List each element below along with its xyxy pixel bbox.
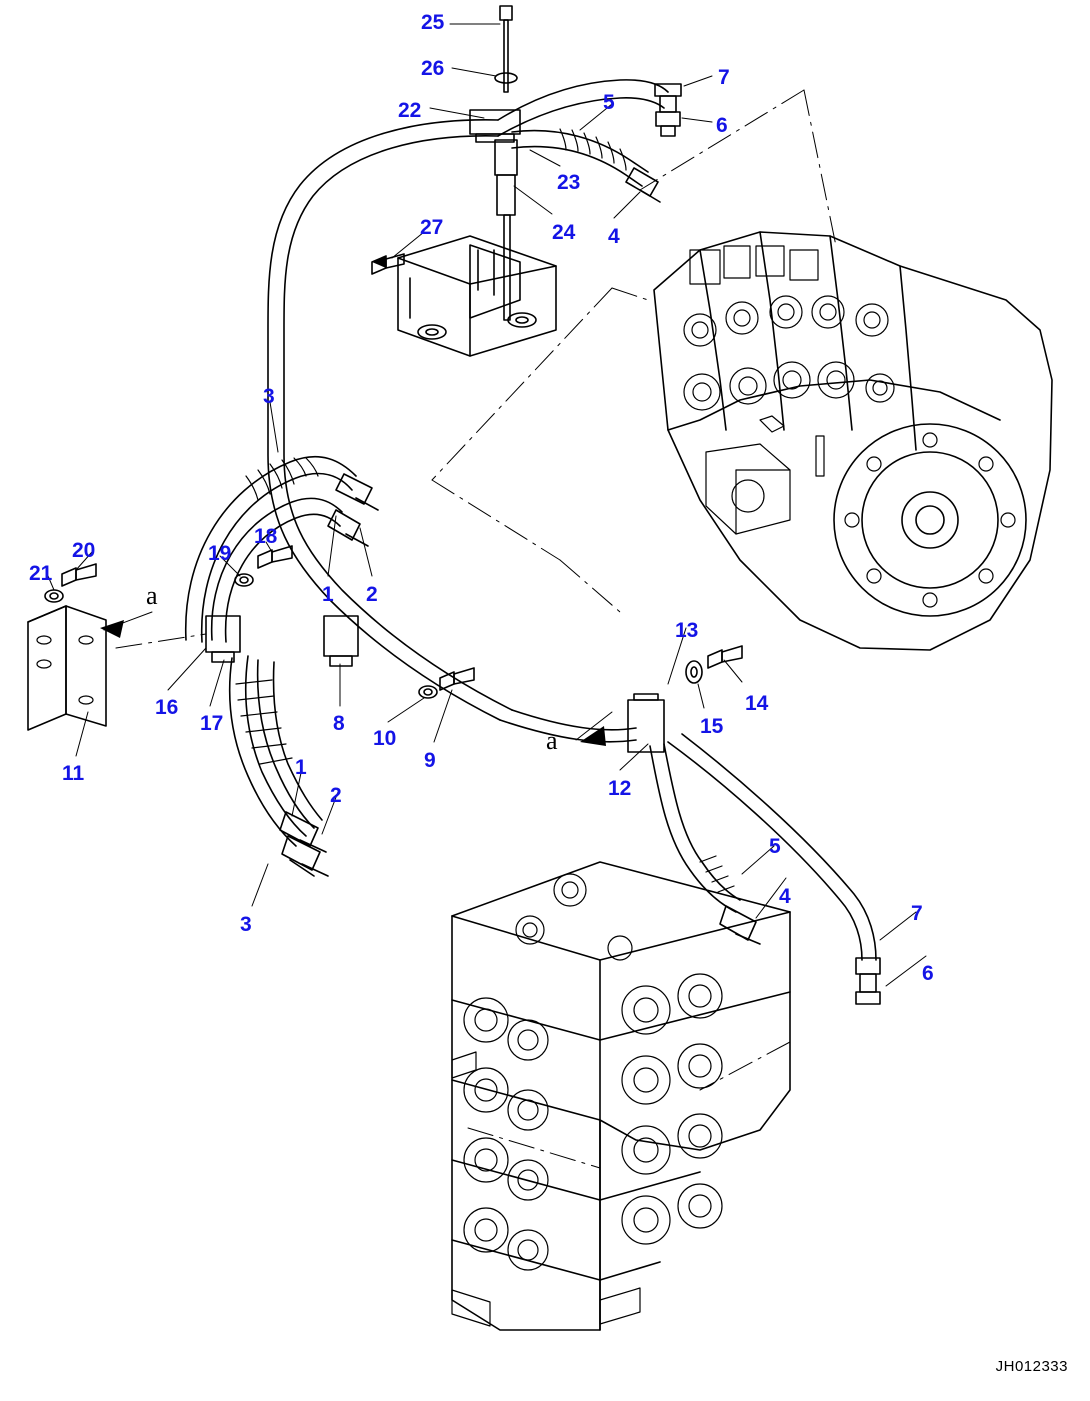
callout-8: 8	[333, 712, 345, 735]
section-mark-a-left: a	[146, 581, 158, 610]
callout-4-lower: 4	[779, 885, 791, 908]
callout-3-upper: 3	[263, 385, 275, 408]
callout-11: 11	[62, 762, 85, 785]
callout-25: 25	[421, 11, 445, 34]
callout-27: 27	[420, 216, 444, 239]
callout-24: 24	[552, 221, 576, 244]
callout-22: 22	[398, 99, 422, 122]
callout-9: 9	[424, 749, 436, 772]
callout-19: 19	[208, 542, 232, 565]
callout-12: 12	[608, 777, 632, 800]
callout-18: 18	[254, 525, 278, 548]
callout-23: 23	[557, 171, 581, 194]
callout-6-lower: 6	[922, 962, 934, 985]
callout-26: 26	[421, 57, 445, 80]
callout-1-lower: 1	[295, 756, 307, 779]
callout-6-upper: 6	[716, 114, 728, 137]
callout-17: 17	[200, 712, 224, 735]
callout-16: 16	[155, 696, 179, 719]
callout-7-lower: 7	[911, 902, 923, 925]
callout-1-upper: 1	[322, 583, 334, 606]
callout-7-upper: 7	[718, 66, 730, 89]
callout-4-upper: 4	[608, 225, 620, 248]
drawing-code: JH012333	[995, 1358, 1068, 1375]
callout-5-upper: 5	[603, 91, 615, 114]
callout-13: 13	[675, 619, 699, 642]
callout-5-lower: 5	[769, 835, 781, 858]
callout-2-lower: 2	[330, 784, 342, 807]
callout-21: 21	[29, 562, 53, 585]
callout-14: 14	[745, 692, 769, 715]
section-mark-a-right: a	[546, 726, 558, 755]
callout-2-upper: 2	[366, 583, 378, 606]
callout-20: 20	[72, 539, 96, 562]
callout-3-lower: 3	[240, 913, 252, 936]
callout-15: 15	[700, 715, 724, 738]
callout-10: 10	[373, 727, 397, 750]
